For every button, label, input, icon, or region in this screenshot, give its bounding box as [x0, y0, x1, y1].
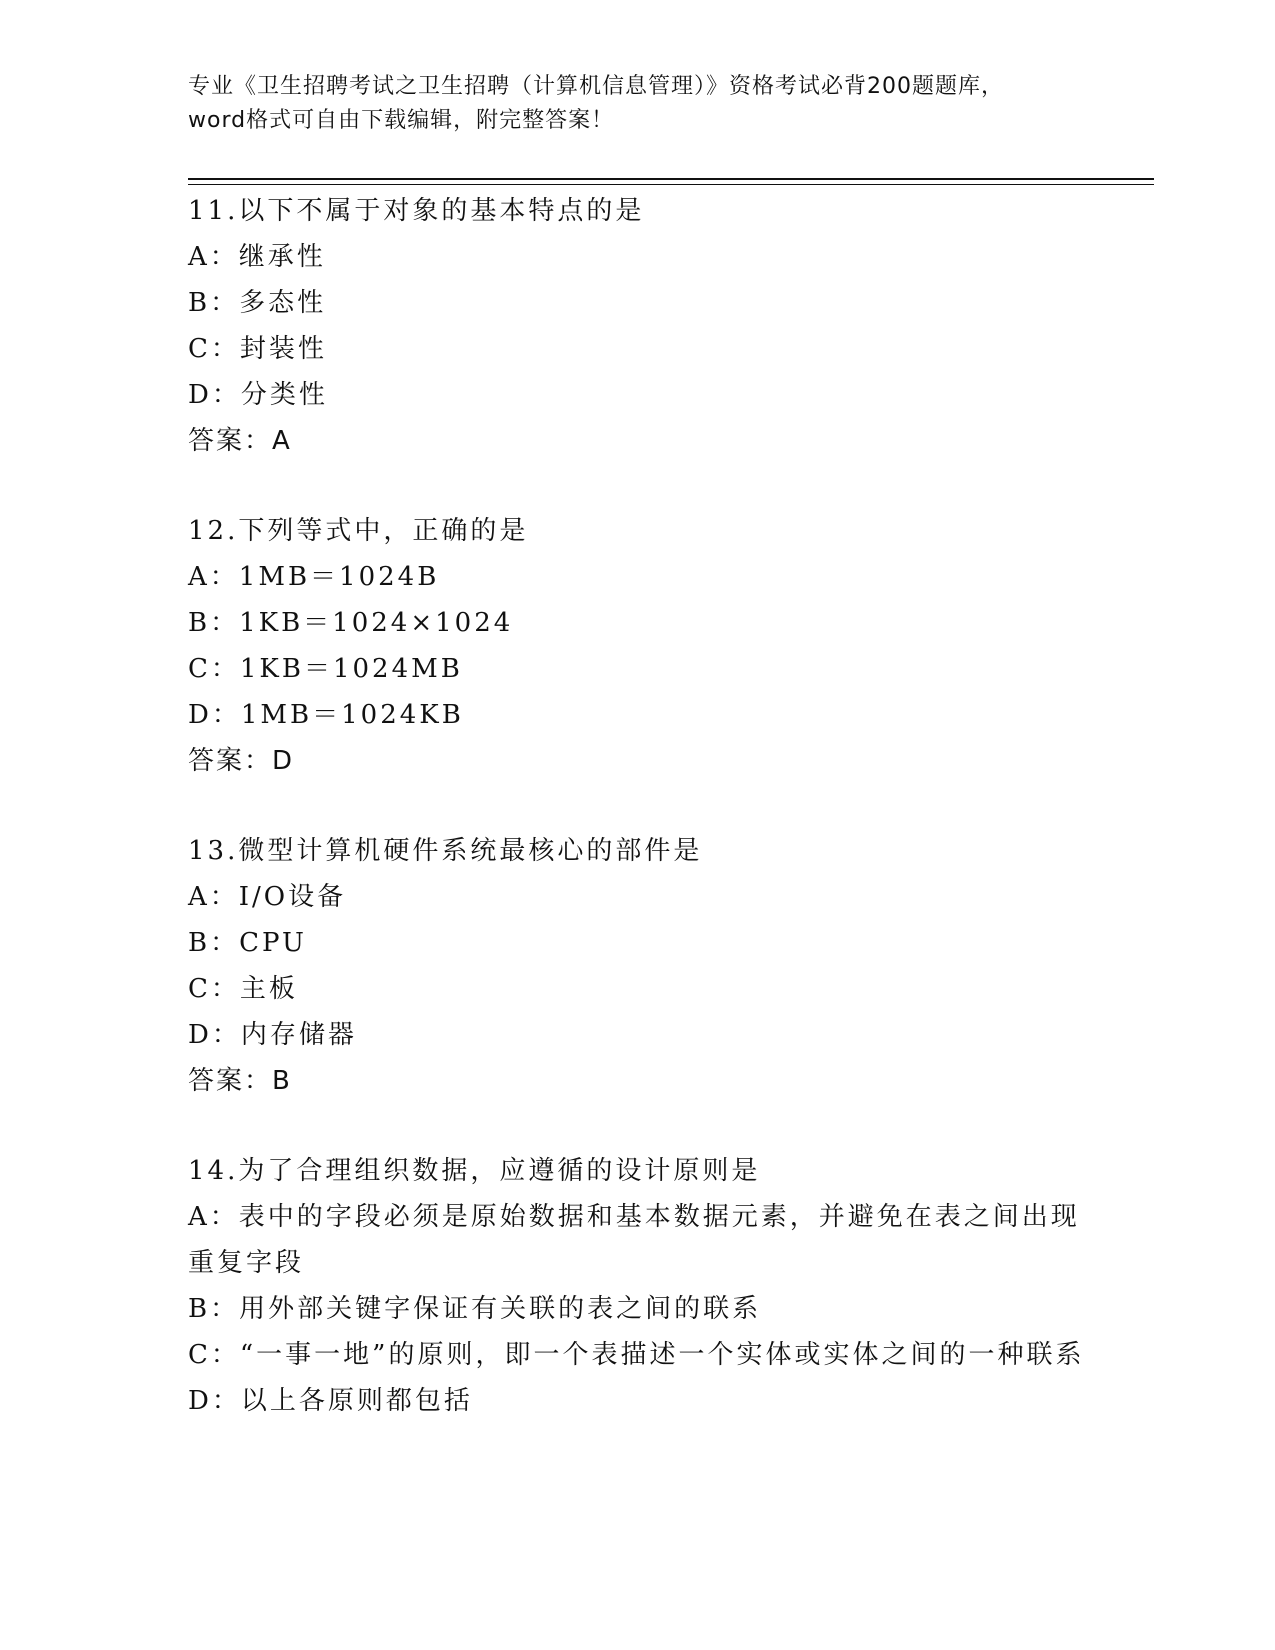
document-header [188, 70, 1088, 138]
option-a: A：表中的字段必须是原始数据和基本数据元素，并避免在表之间出现重复字段 [188, 1202, 1080, 1278]
option-a: A：继承性 [188, 242, 326, 272]
question-14 [188, 1148, 1088, 1424]
question-title: 14.为了合理组织数据，应遵循的设计原则是 [188, 1156, 761, 1186]
question-12 [188, 508, 1088, 784]
question-title: 11.以下不属于对象的基本特点的是 [188, 196, 645, 226]
question-list [188, 188, 1088, 1468]
option-d: D：分类性 [188, 380, 328, 410]
header-rule-thin [188, 184, 1154, 185]
option-b: B：CPU [188, 928, 307, 958]
question-13 [188, 828, 1088, 1104]
header-line-2: word格式可自由下载编辑，附完整答案！ [188, 108, 615, 133]
option-a: A：1MB＝1024B [188, 562, 440, 592]
option-d: D：以上各原则都包括 [188, 1386, 473, 1416]
answer-line: 答案：A [188, 426, 292, 456]
option-c: C：1KB＝1024MB [188, 654, 463, 684]
answer-line: 答案：B [188, 1066, 292, 1096]
option-a: A：I/O设备 [188, 882, 347, 912]
option-c: C：封装性 [188, 334, 327, 364]
header-rule-thick [188, 178, 1154, 180]
question-11 [188, 188, 1088, 464]
option-d: D：1MB＝1024KB [188, 700, 464, 730]
option-b: B：用外部关键字保证有关联的表之间的联系 [188, 1294, 762, 1324]
option-d: D：内存储器 [188, 1020, 357, 1050]
question-title: 12.下列等式中，正确的是 [188, 516, 529, 546]
option-c: C：“一事一地”的原则，即一个表描述一个实体或实体之间的一种联系 [188, 1340, 1085, 1370]
question-title: 13.微型计算机硬件系统最核心的部件是 [188, 836, 703, 866]
option-b: B：1KB＝1024×1024 [188, 608, 514, 638]
option-b: B：多态性 [188, 288, 327, 318]
header-line-1: 专业《卫生招聘考试之卫生招聘（计算机信息管理）》资格考试必背200题题库， [188, 74, 1004, 99]
option-c: C：主板 [188, 974, 298, 1004]
answer-line: 答案：D [188, 746, 295, 776]
